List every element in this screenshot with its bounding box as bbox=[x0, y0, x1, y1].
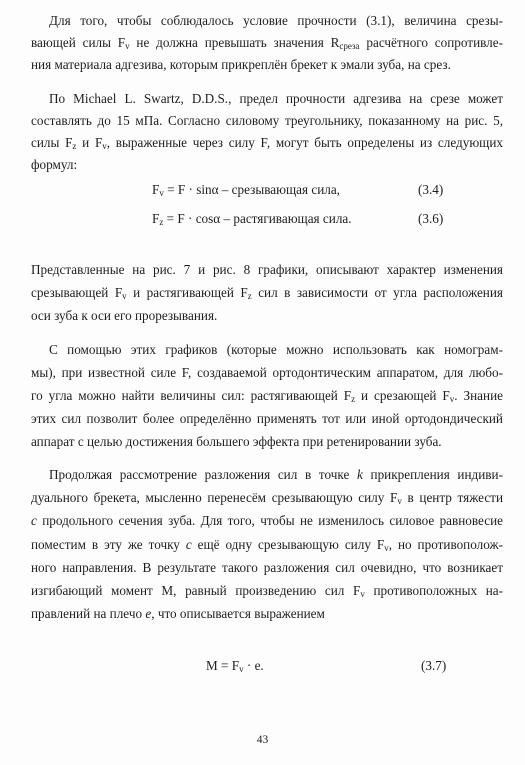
p4-line-4: этих сил позволит более определённо применять тот или иной ортодондический bbox=[31, 411, 503, 426]
p2-line-4: формул: bbox=[31, 157, 78, 172]
p3-line-1: Представленные на рис. 7 и рис. 8 графики, описывают характер изменения bbox=[31, 262, 503, 277]
formula-3-4-number: (3.4) bbox=[418, 182, 444, 197]
formula-3-6-number: (3.6) bbox=[418, 211, 444, 226]
p1-line-2: вающей силы $F_v$ не должна превышать значения $R_{среза}$ расчётного сопротивле- bbox=[31, 35, 504, 51]
formula-3-4: $F_v = F \cdot \sin\alpha$ – срезывающая сила, bbox=[152, 182, 340, 198]
p2-line-3: силы $F_z$ и $F_v$, выраженные через силу F, могут быть определены из следующих bbox=[31, 135, 503, 151]
p5-line-7: правлений на плечо e, что описывается выражением bbox=[31, 606, 325, 621]
page-number: 43 bbox=[256, 734, 269, 746]
p4-line-5: аппарат с целью достижения большего эффекта при ретенировании зуба. bbox=[31, 434, 442, 449]
p4-line-2: мы), при известной силе F, создаваемой ортодонтическим аппаратом, для любо- bbox=[31, 365, 503, 380]
p4-line-3: го угла можно найти величины сил: растягивающей $F_z$ и срезающей $F_v$. Знание bbox=[31, 388, 503, 404]
formula-3-7-number: (3.7) bbox=[421, 658, 447, 673]
formula-3-7: $M = F_v \cdot e$. bbox=[206, 658, 264, 674]
p5-line-2: дуального брекета, мысленно перенесём срезывающую силу $F_v$ в центр тяжести bbox=[31, 490, 503, 506]
p5-line-1: Продолжая рассмотрение разложения сил в точке k прикрепления индиви- bbox=[49, 467, 503, 482]
p5-line-4: поместим в эту же точку c ещё одну срезывающую силу $F_v$, но противополож- bbox=[31, 537, 503, 553]
p3-line-3: оси зуба к оси его прорезывания. bbox=[31, 308, 218, 323]
p3-line-2: срезывающей $F_v$ и растягивающей $F_z$ сил в зависимости от угла расположения bbox=[31, 285, 503, 301]
p5-line-6: изгибающий момент М, равный произведению сил $F_v$ противоположных на- bbox=[31, 583, 503, 599]
p1-line-3: ния материала адгезива, которым прикреплён брекет к эмали зуба, на срез. bbox=[31, 57, 451, 72]
p1-line-1: Для того, чтобы соблюдалось условие прочности (3.1), величина срезы- bbox=[49, 13, 503, 28]
p5-line-3: c продольного сечения зуба. Для того, чтобы не изменилось силовое равновесие bbox=[31, 513, 503, 528]
p5-line-5: ного направления. В результате такого разложения сил очевидно, что возникает bbox=[31, 560, 503, 575]
p2-line-1: По Michael L. Swartz, D.D.S., предел прочности адгезива на срезе может bbox=[49, 91, 503, 106]
formula-3-6: $F_z = F \cdot \cos\alpha$ – растягивающая сила. bbox=[152, 211, 352, 227]
p4-line-1: С помощью этих графиков (которые можно использовать как номограм- bbox=[49, 342, 503, 357]
p2-line-2: составлять до 15 мПа. Согласно силовому треугольнику, показанному на рис. 5, bbox=[31, 113, 503, 128]
